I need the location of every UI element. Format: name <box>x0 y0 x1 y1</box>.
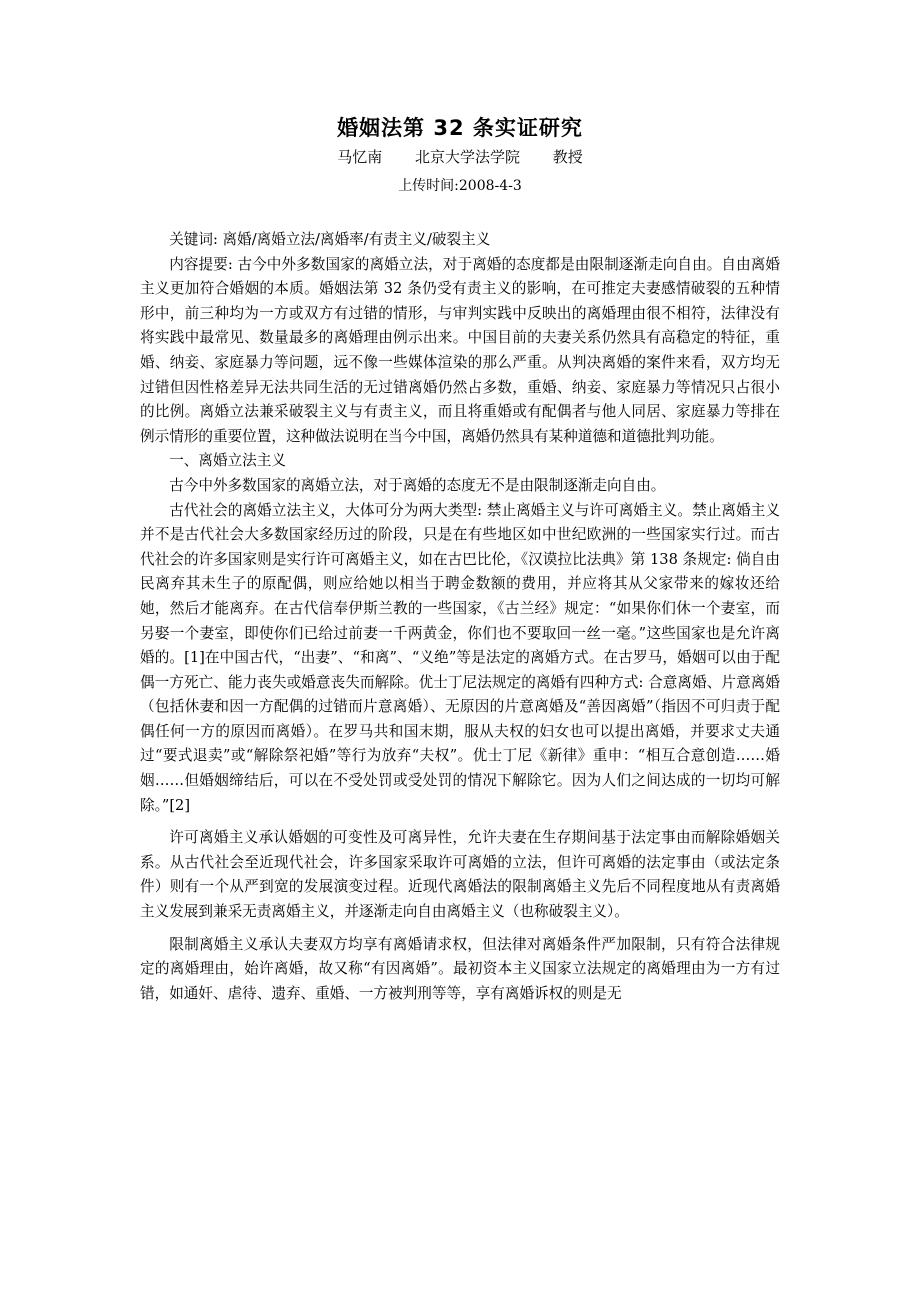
author-position: 教授 <box>552 148 583 166</box>
body-paragraph: 古代社会的离婚立法主义，大体可分为两大类型: 禁止离婚主义与许可离婚主义。禁止离婚主义并不是古代社会大多数国家经历过的阶段，只是在有些地区如中世纪欧洲的一些国家实行过。而古代社会的许多国家则是实行许可离婚主义，如在古巴比伦，《汉谟拉比法典》第 138 条规定: 倘自由民离弃其未生子的原配偶，则应给她以相当于聘金数额的费用，并应将其从父家带来的嫁妆还给她，然后才能离弃。在古代信奉伊斯兰教的一些国家，《古兰经》规定：“如果你们休一个妻室，而另娶一个妻室，即使你们已给过前妻一千两黄金，你们也不要取回一丝一毫。”这些国家也是允许离婚的。[1]在中国古代，“出妻”、“和离”、“义绝”等是法定的离婚方式。在古罗马，婚姻可以由于配偶一方死亡、能力丧失或婚意丧失而解除。优士丁尼法规定的离婚有四种方式: 合意离婚、片意离婚（包括休妻和因一方配偶的过错而片意离婚）、无原因的片意离婚及“善因离婚”（指因不可归责于配偶任何一方的原因而离婚）。在罗马共和国末期，服从夫权的妇女也可以提出离婚，并要求丈夫通过“要式退卖”或“解除祭祀婚”等行为放弃“夫权”。优士丁尼《新律》重申：“相互合意创造……婚姻……但婚姻缔结后，可以在不受处罚或受处罚的情况下解除它。因为人们之间达成的一切均可解除。”[2] <box>140 501 780 814</box>
body-paragraph: 许可离婚主义承认婚姻的可变性及可离异性，允许夫妻在生存期间基于法定事由而解除婚姻关系。从古代社会至近现代社会，许多国家采取许可离婚的立法，但许可离婚的法定事由（或法定条件）则有一个从严到宽的发展演变过程。近现代离婚法的限制离婚主义先后不同程度地从有责离婚主义发展到兼采无责离婚主义，并逐渐走向自由离婚主义（也称破裂主义）。 <box>140 829 780 921</box>
document-body <box>140 228 780 1006</box>
author-line <box>0 146 920 167</box>
section-heading: 一、离婚立法主义 <box>169 452 286 470</box>
author-affiliation: 北京大学法学院 <box>414 148 520 166</box>
body-paragraph: 古今中外多数国家的离婚立法，对于离婚的态度无不是由限制逐渐走向自由。 <box>169 476 666 494</box>
author-name: 马忆南 <box>337 148 383 166</box>
abstract-paragraph: 内容提要: 古今中外多数国家的离婚立法，对于离婚的态度都是由限制逐渐走向自由。自由离婚主义更加符合婚姻的本质。婚姻法第 32 条仍受有责主义的影响，在可推定夫妻感情破裂的五种情形中，前三种均为一方或双方有过错的情形，与审判实践中反映出的离婚理由很不相符，法律没有将实践中最常见、数量最多的离婚理由例示出来。中国目前的夫妻关系仍然具有高稳定的特征，重婚、纳妾、家庭暴力等问题，远不像一些媒体渲染的那么严重。从判决离婚的案件来看，双方均无过错但因性格差异无法共同生活的无过错离婚仍然占多数，重婚、纳妾、家庭暴力等情况只占很小的比例。离婚立法兼采破裂主义与有责主义，而且将重婚或有配偶者与他人同居、家庭暴力等排在例示情形的重要位置，这种做法说明在当今中国，离婚仍然具有某种道德和道德批判功能。 <box>140 255 780 445</box>
upload-date: 上传时间:2008-4-3 <box>398 178 522 194</box>
keywords-paragraph: 关键词: 离婚/离婚立法/离婚率/有责主义/破裂主义 <box>169 231 491 248</box>
document-title: 婚姻法第 32 条实证研究 <box>337 116 583 140</box>
body-paragraph: 限制离婚主义承认夫妻双方均享有离婚请求权，但法律对离婚条件严加限制，只有符合法律规定的离婚理由，始许离婚，故又称“有因离婚”。最初资本主义国家立法规定的离婚理由为一方有过错，如通奸、虐待、遗弃、重婚、一方被判刑等等，享有离婚诉权的则是无 <box>140 935 780 1002</box>
